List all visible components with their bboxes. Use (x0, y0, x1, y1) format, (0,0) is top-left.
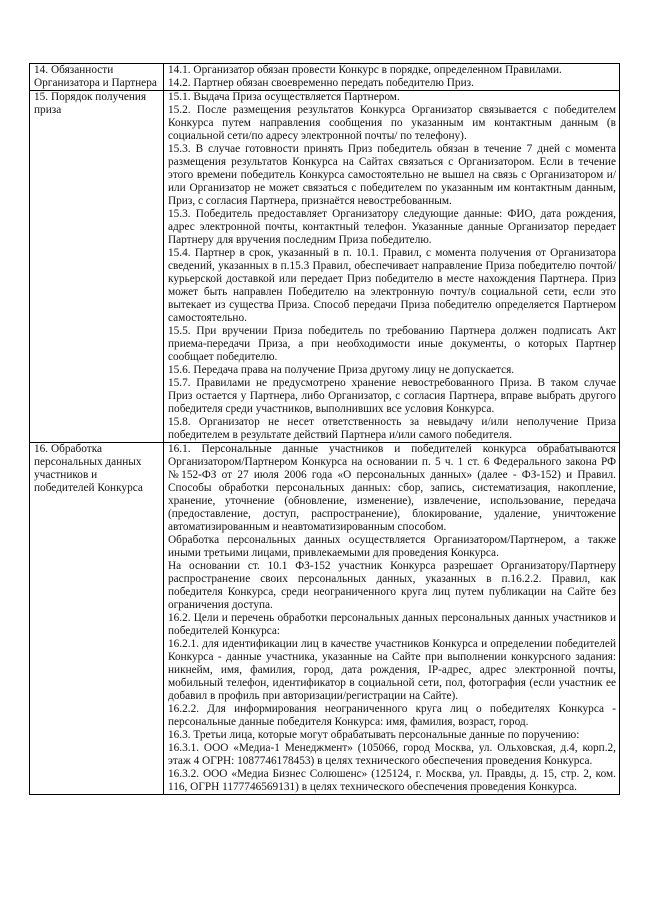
section-content-cell (164, 64, 620, 91)
rules-table (29, 63, 620, 795)
paragraph: 15.6. Передача права на получение Приза другому лицу не допускается. (168, 364, 515, 376)
paragraph: 14.1. Организатор обязан провести Конкурс в порядке, определенном Правилами. (168, 64, 562, 76)
section-content-cell (164, 443, 620, 795)
paragraph: На основании ст. 10.1 ФЗ-152 участник Конкурса разрешает Организатору/Партнеру распространение своих персональных данных, указанных в п.16.2.2. Правил, как победителя Конкурса, среди неограниченного круга лиц путем публикации на Сайте без ограничения доступа. (168, 560, 616, 611)
paragraph: 16.3. Третьи лица, которые могут обрабатывать персональные данные по поручению: (168, 729, 580, 741)
paragraph: 16.3.2. ООО «Медиа Бизнес Солюшенс» (125124, г. Москва, ул. Правды, д. 15, стр. 2, ком. 116, ОГРН 1177746569131) в целях технического обеспечения проведения Конкурса. (168, 768, 616, 793)
paragraph: Обработка персональных данных осуществляется Организатором/Партнером, а также иными третьими лицами, привлекаемыми для проведения Конкурса. (168, 534, 616, 559)
section-title-cell: 14. Обязанности Организатора и Партнера (30, 64, 164, 91)
section-title-cell: 16. Обработка персональных данных участников и победителей Конкурса (30, 443, 164, 795)
paragraph: 15.5. При вручении Приза победитель по требованию Партнера должен подписать Акт приема-передачи Приза, а при необходимости иные документы, о которых Партнер сообщает победителю. (168, 325, 616, 363)
paragraph: 14.2. Партнер обязан своевременно передать победителю Приз. (168, 77, 474, 89)
paragraph: 15.3. Победитель предоставляет Организатору следующие данные: ФИО, дата рождения, адрес электронной почты, контактный телефон. Указанные данные Организатор передает Партнеру для вручения последним Приза победителю. (168, 208, 616, 246)
section-title-cell: 15. Порядок получения приза (30, 91, 164, 443)
paragraph: 16.2. Цели и перечень обработки персональных данных персональных данных участников и победителей Конкурса: (168, 612, 616, 637)
paragraph: 15.8. Организатор не несет ответственность за невыдачу и/или неполучение Приза победителем в результате действий Партнера и/или самого победителя. (168, 416, 616, 441)
table-row-14 (30, 64, 620, 91)
paragraph: 15.4. Партнер в срок, указанный в п. 10.1. Правил, с момента получения от Организатора сведений, указанных в п.15.3 Правил, обеспечивает направление Приза победителю почтой/курьерской доставкой или передает Приз победителю в месте нахождения Партнера. Приз может быть направлен Победителю на электронную почту/в социальной сети, если это вытекает из существа Приза. Способ передачи Приза победителю определяется Партнером самостоятельно. (168, 247, 616, 324)
section-content-cell (164, 91, 620, 443)
paragraph: 15.1. Выдача Приза осуществляется Партнером. (168, 91, 400, 103)
table-row-16 (30, 443, 620, 795)
paragraph: 15.3. В случае готовности принять Приз победитель обязан в течение 7 дней с момента размещения результатов Конкурса на Сайтах связаться с Организатором. Если в течение этого времени победитель Конкурса самостоятельно не вышел на связь с Организатором и/или Организатор не может связаться с победителем по указанным им контактным данным, Приз, с согласия Партнера, признаётся невостребованным. (168, 143, 616, 207)
paragraph: 15.7. Правилами не предусмотрено хранение невостребованного Приза. В таком случае Приз остается у Партнера, либо Организатор, с согласия Партнера, вправе выбрать другого победителя среди участников, выполнивших все условия Конкурса. (168, 377, 616, 415)
paragraph: 16.2.2. Для информирования неограниченного круга лиц о победителях Конкурса - персональные данные победителя Конкурса: имя, фамилия, возраст, город. (168, 703, 616, 728)
paragraph: 15.2. После размещения результатов Конкурса Организатор связывается с победителем Конкурса путем направления сообщения по указанным им контактным данным (в социальной сети/по адресу электронной почты/ по телефону). (168, 104, 616, 142)
table-row-15 (30, 91, 620, 443)
paragraph: 16.2.1. для идентификации лиц в качестве участников Конкурса и определении победителей Конкурса - данные участника, указанные на Сайте при выполнении конкурсного задания: никнейм, имя, фамилия, город, дата рождения, IP-адрес, адрес электронной почты, мобильный телефон, идентификатор в социальной сети, пол, фотография (если участник ее добавил в профиль при авторизации/регистрации на Сайте). (168, 638, 616, 702)
paragraph: 16.1. Персональные данные участников и победителей конкурса обрабатываются Организатором/Партнером Конкурса на основании п. 5 ч. 1 ст. 6 Федерального закона РФ №152-ФЗ от 27 июля 2006 года «О персональных данных» (далее - ФЗ-152) и Правил. Способы обработки персональных данных: сбор, запись, систематизация, накопление, хранение, уточнение (обновление, изменение), извлечение, использование, передача (предоставление, доступ, распространение), блокирование, удаление, уничтожение автоматизированным и неавтоматизированным способом. (168, 443, 616, 533)
paragraph: 16.3.1. ООО «Медиа-1 Менеджмент» (105066, город Москва, ул. Ольховская, д.4, корп.2, этаж 4 ОГРН: 1087746178453) в целях технического обеспечения проведения Конкурса. (168, 742, 616, 767)
